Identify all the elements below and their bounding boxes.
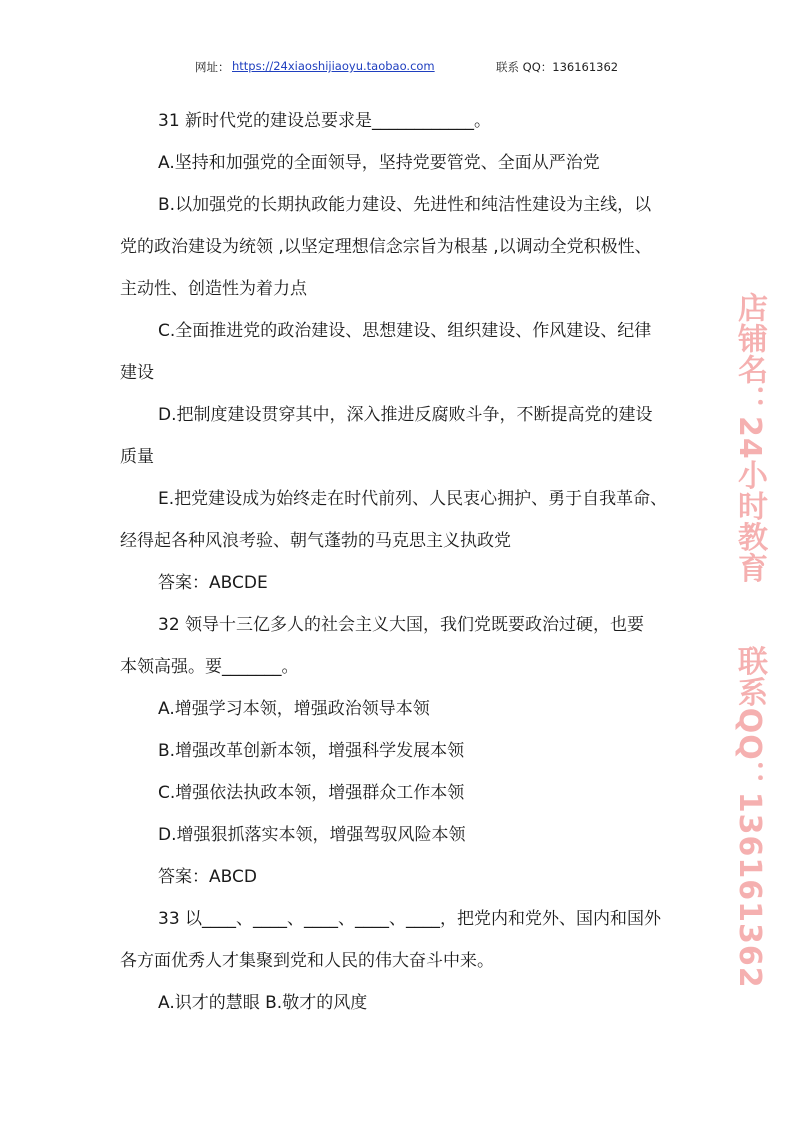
question-33-stem: 33 以____、____、____、____、____，把党内和党外、国内和国外 xyxy=(158,909,662,929)
site-link[interactable]: https://24xiaoshijiaoyu.taobao.com xyxy=(232,59,435,73)
question-31-option-e-cont: 经得起各种风浪考验、朝气蓬勃的马克思主义执政党 xyxy=(120,531,511,551)
question-31-stem: 31 新时代党的建设总要求是____________。 xyxy=(158,111,492,131)
question-31-option-b-cont: 主动性、创造性为着力点 xyxy=(120,279,307,299)
question-31-option-c-cont: 建设 xyxy=(120,363,154,383)
question-31-option-c: C.全面推进党的政治建设、思想建设、组织建设、作风建设、纪律 xyxy=(158,321,652,341)
question-32-stem-cont: 本领高强。要_______。 xyxy=(120,657,299,677)
question-31-option-d: D.把制度建设贯穿其中，深入推进反腐败斗争，不断提高党的建设 xyxy=(158,405,653,425)
question-33-stem-cont: 各方面优秀人才集聚到党和人民的伟大奋斗中来。 xyxy=(120,951,494,971)
question-31-answer: 答案：ABCDE xyxy=(158,573,268,593)
shop-watermark: 店铺名：24小时教育 联系QQ：136161362 xyxy=(732,292,767,989)
question-31-option-d-cont: 质量 xyxy=(120,447,154,467)
question-32-stem: 32 领导十三亿多人的社会主义大国，我们党既要政治过硬，也要 xyxy=(158,615,645,635)
question-32-option-a: A.增强学习本领，增强政治领导本领 xyxy=(158,699,430,719)
question-32-answer: 答案：ABCD xyxy=(158,867,257,887)
question-31-option-b: B.以加强党的长期执政能力建设、先进性和纯洁性建设为主线，以 xyxy=(158,195,652,215)
site-label: 网址： xyxy=(195,60,230,74)
contact-qq: 联系 QQ：136161362 xyxy=(496,60,619,74)
question-32-option-c: C.增强依法执政本领，增强群众工作本领 xyxy=(158,783,465,803)
question-32-option-d: D.增强狠抓落实本领，增强驾驭风险本领 xyxy=(158,825,466,845)
question-31-option-a: A.坚持和加强党的全面领导，坚持党要管党、全面从严治党 xyxy=(158,153,600,173)
document-body xyxy=(120,100,690,1024)
question-32-option-b: B.增强改革创新本领，增强科学发展本领 xyxy=(158,741,465,761)
question-31-option-b-cont: 党的政治建设为统领 ,以坚定理想信念宗旨为根基 ,以调动全党积极性、 xyxy=(120,237,652,257)
question-33-options: A.识才的慧眼 B.敬才的风度 xyxy=(158,993,368,1013)
question-31-option-e: E.把党建设成为始终走在时代前列、人民衷心拥护、勇于自我革命、 xyxy=(158,489,668,509)
